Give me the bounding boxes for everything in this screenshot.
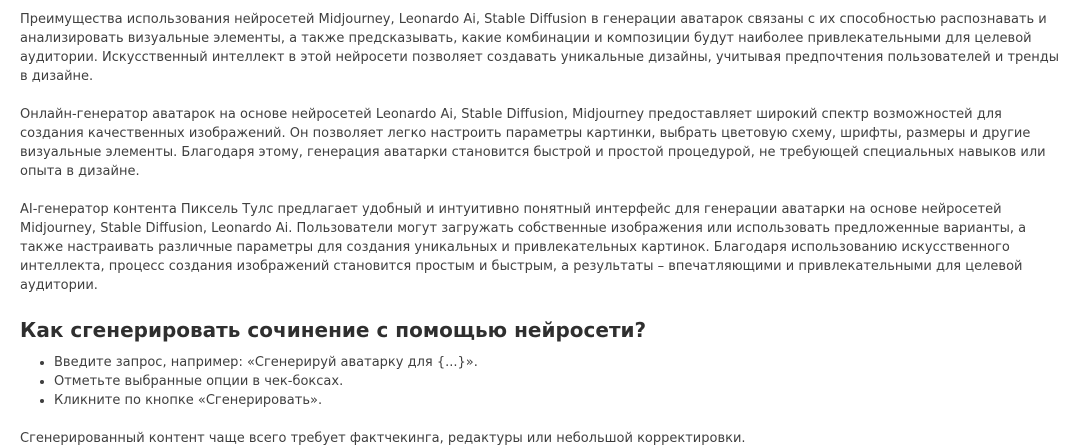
paragraph-footer-note: Сгенерированный контент чаще всего требует фактчекинга, редактуры или небольшой корректировки. <box>20 431 746 446</box>
list-item-step-3: • Кликните по кнопке «Сгенерировать». <box>54 391 1061 410</box>
steps-list <box>20 353 1061 410</box>
section-heading: Как сгенерировать сочинение с помощью нейросети? <box>20 318 647 342</box>
list-item-step-1: • Введите запрос, например: «Сгенерируй аватарку для {...}». <box>54 353 1061 372</box>
list-item-step-2: • Отметьте выбранные опции в чек-боксах. <box>54 372 1061 391</box>
paragraph-ai-generator: AI-генератор контента Пиксель Тулс предлагает удобный и интуитивно понятный интерфейс для генерации аватарки на основе нейросетей Midjourney, Stable Diffusion, Leonardo Ai. Пользователи могут загружать собственные изображения или использовать предложенные варианты, а также настраивать различные параметры для создания уникальных и привлекательных картинок. Благодаря использованию искусственного интеллекта, процесс создания изображений становится простым и быстрым, а результаты – впечатляющими и привлекательными для целевой аудитории. <box>20 202 1027 293</box>
paragraph-advantages: Преимущества использования нейросетей Midjourney, Leonardo Ai, Stable Diffusion в генерации аватарок связаны с их способностью распознавать и анализировать визуальные элементы, а также предсказывать, какие комбинации и композиции будут наиболее привлекательными для целевой аудитории. Искусственный интеллект в этой нейросети позволяет создавать уникальные дизайны, учитывая предпочтения пользователей и тренды в дизайне. <box>20 12 1060 84</box>
paragraph-online-generator: Онлайн-генератор аватарок на основе нейросетей Leonardo Ai, Stable Diffusion, Midjourney предоставляет широкий спектр возможностей для создания качественных изображений. Он позволяет легко настроить параметры картинки, выбрать цветовую схему, шрифты, размеры и другие визуальные элементы. Благодаря этому, генерация аватарки становится быстрой и простой процедурой, не требующей специальных навыков или опыта в дизайне. <box>20 107 1046 179</box>
